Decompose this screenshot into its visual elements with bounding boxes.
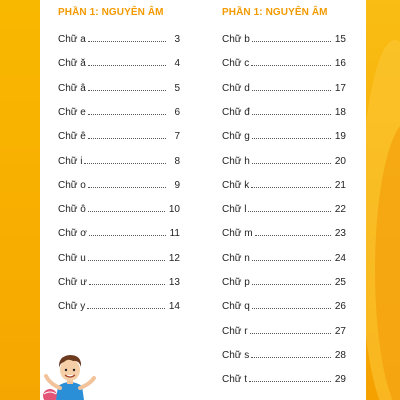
toc-entry-page-number: 16 xyxy=(334,58,346,70)
dot-leader xyxy=(252,283,331,285)
right-arm-shape xyxy=(80,378,94,388)
dot-leader xyxy=(252,40,331,42)
ball-shape xyxy=(43,389,57,400)
toc-entry-page-number: 25 xyxy=(334,277,346,288)
toc-entry xyxy=(222,128,346,142)
dot-leader xyxy=(251,186,331,188)
toc-entry xyxy=(222,80,346,94)
section-heading: PHẦN 1: NGUYÊN ÂM xyxy=(222,7,328,18)
table-of-contents-page xyxy=(40,0,366,400)
toc-entry xyxy=(222,31,346,45)
toc-entry xyxy=(222,347,346,361)
dot-leader xyxy=(88,259,165,261)
dot-leader xyxy=(87,307,165,309)
dot-leader xyxy=(88,186,166,188)
toc-entry-page-number: 11 xyxy=(169,228,180,240)
toc-entry-label: Chữ ô xyxy=(58,204,86,216)
toc-entry-label: Chữ p xyxy=(222,277,250,288)
toc-entry-label: Chữ m xyxy=(222,228,253,240)
toc-entry-label: Chữ g xyxy=(222,131,250,143)
toc-entry xyxy=(222,274,346,288)
toc-entry-label: Chữ s xyxy=(222,349,250,361)
toc-entry-label: Chữ k xyxy=(222,179,250,191)
toc-entry-label: Chữ ơ xyxy=(58,228,87,240)
dot-leader xyxy=(252,307,331,309)
left-margin-background xyxy=(0,0,40,400)
toc-entry xyxy=(58,55,180,69)
toc-entry-label: Chữ t xyxy=(222,374,248,386)
toc-entry-page-number: 6 xyxy=(174,106,180,118)
toc-entry-page-number: 23 xyxy=(334,228,346,240)
toc-entry-page-number: 29 xyxy=(334,374,346,386)
toc-entry-page-number: 18 xyxy=(334,106,346,118)
toc-entry xyxy=(222,298,346,312)
toc-entry xyxy=(58,80,180,94)
dot-leader xyxy=(250,332,331,334)
toc-entry xyxy=(58,153,180,167)
dot-leader xyxy=(252,89,331,91)
dot-leader xyxy=(89,234,166,236)
toc-entry xyxy=(58,298,180,312)
dot-leader xyxy=(251,64,331,66)
toc-entry-label: Chữ a xyxy=(58,34,86,45)
toc-entry xyxy=(58,201,180,215)
dot-leader xyxy=(249,380,331,382)
toc-entry xyxy=(58,225,180,239)
toc-entry-label: Chữ r xyxy=(222,325,248,337)
toc-entry xyxy=(222,153,346,167)
toc-entry xyxy=(222,104,346,118)
toc-entry-page-number: 14 xyxy=(168,301,180,313)
child-illustration xyxy=(40,348,100,400)
toc-entry-page-number: 28 xyxy=(334,349,346,361)
dot-leader xyxy=(88,137,166,139)
toc-entry-page-number: 26 xyxy=(334,301,346,313)
toc-entry-label: Chữ b xyxy=(222,34,250,45)
toc-entry-label: Chữ ê xyxy=(58,131,86,143)
toc-entry-page-number: 21 xyxy=(334,179,346,191)
toc-entry-label: Chữ d xyxy=(222,82,250,94)
toc-entry-page-number: 9 xyxy=(174,179,180,191)
dot-leader xyxy=(255,234,331,236)
toc-entry-page-number: 10 xyxy=(168,204,180,216)
toc-entry-label: Chữ u xyxy=(58,252,86,264)
toc-entry-page-number: 15 xyxy=(334,34,346,45)
toc-entry-label: Chữ i xyxy=(58,155,83,167)
toc-entry-page-number: 7 xyxy=(174,131,180,143)
toc-entry xyxy=(222,201,346,215)
toc-entry xyxy=(222,55,346,69)
dot-leader xyxy=(88,40,166,42)
toc-entry xyxy=(222,323,346,337)
toc-entry xyxy=(58,128,180,142)
dot-leader xyxy=(252,113,331,115)
dot-leader xyxy=(88,89,166,91)
toc-entry-label: Chữ l xyxy=(222,204,247,216)
toc-entry-label: Chữ y xyxy=(58,301,86,313)
toc-entry-label: Chữ đ xyxy=(222,106,250,118)
toc-entry-label: Chữ c xyxy=(222,58,250,70)
dot-leader xyxy=(88,210,165,212)
toc-entry-page-number: 24 xyxy=(334,252,346,264)
toc-entry-page-number: 27 xyxy=(334,325,346,337)
toc-entry xyxy=(58,104,180,118)
toc-entry xyxy=(222,371,346,385)
toc-entry-page-number: 20 xyxy=(334,155,346,167)
eye-shape xyxy=(65,369,67,371)
shirt-shape xyxy=(56,382,84,400)
eye-shape xyxy=(73,369,75,371)
toc-entry xyxy=(222,177,346,191)
toc-entry-label: Chữ ư xyxy=(58,277,87,288)
toc-entry xyxy=(58,177,180,191)
dot-leader xyxy=(89,283,165,285)
toc-entry xyxy=(222,250,346,264)
toc-entry-label: Chữ â xyxy=(58,82,86,94)
toc-entry-page-number: 12 xyxy=(168,252,180,264)
section-heading: PHẦN 1: NGUYÊN ÂM xyxy=(58,7,164,18)
toc-entry xyxy=(58,274,180,288)
dot-leader xyxy=(88,64,166,66)
left-arm-shape xyxy=(46,376,60,388)
toc-entry-label: Chữ o xyxy=(58,179,86,191)
toc-entry-label: Chữ h xyxy=(222,155,250,167)
toc-entry-label: Chữ q xyxy=(222,301,250,313)
dot-leader xyxy=(251,356,331,358)
smile-shape xyxy=(65,375,75,377)
dot-leader xyxy=(248,210,330,212)
toc-entry-page-number: 5 xyxy=(174,82,180,94)
toc-entry-label: Chữ ă xyxy=(58,58,86,70)
dot-leader xyxy=(252,162,331,164)
dot-leader xyxy=(88,113,166,115)
dot-leader xyxy=(252,259,331,261)
toc-entry-page-number: 8 xyxy=(174,155,180,167)
dot-leader xyxy=(252,137,331,139)
right-margin-background xyxy=(360,0,400,400)
toc-entry xyxy=(222,225,346,239)
toc-entry xyxy=(58,31,180,45)
toc-entry-page-number: 22 xyxy=(334,204,346,216)
toc-entry-page-number: 17 xyxy=(334,82,346,94)
dot-leader xyxy=(84,162,166,164)
toc-entry-label: Chữ e xyxy=(58,106,86,118)
toc-entry-label: Chữ n xyxy=(222,252,250,264)
toc-entry-page-number: 13 xyxy=(168,277,180,288)
toc-entry-page-number: 4 xyxy=(174,58,180,70)
toc-entry xyxy=(58,250,180,264)
toc-entry-page-number: 19 xyxy=(334,131,346,143)
toc-entry-page-number: 3 xyxy=(174,34,180,45)
